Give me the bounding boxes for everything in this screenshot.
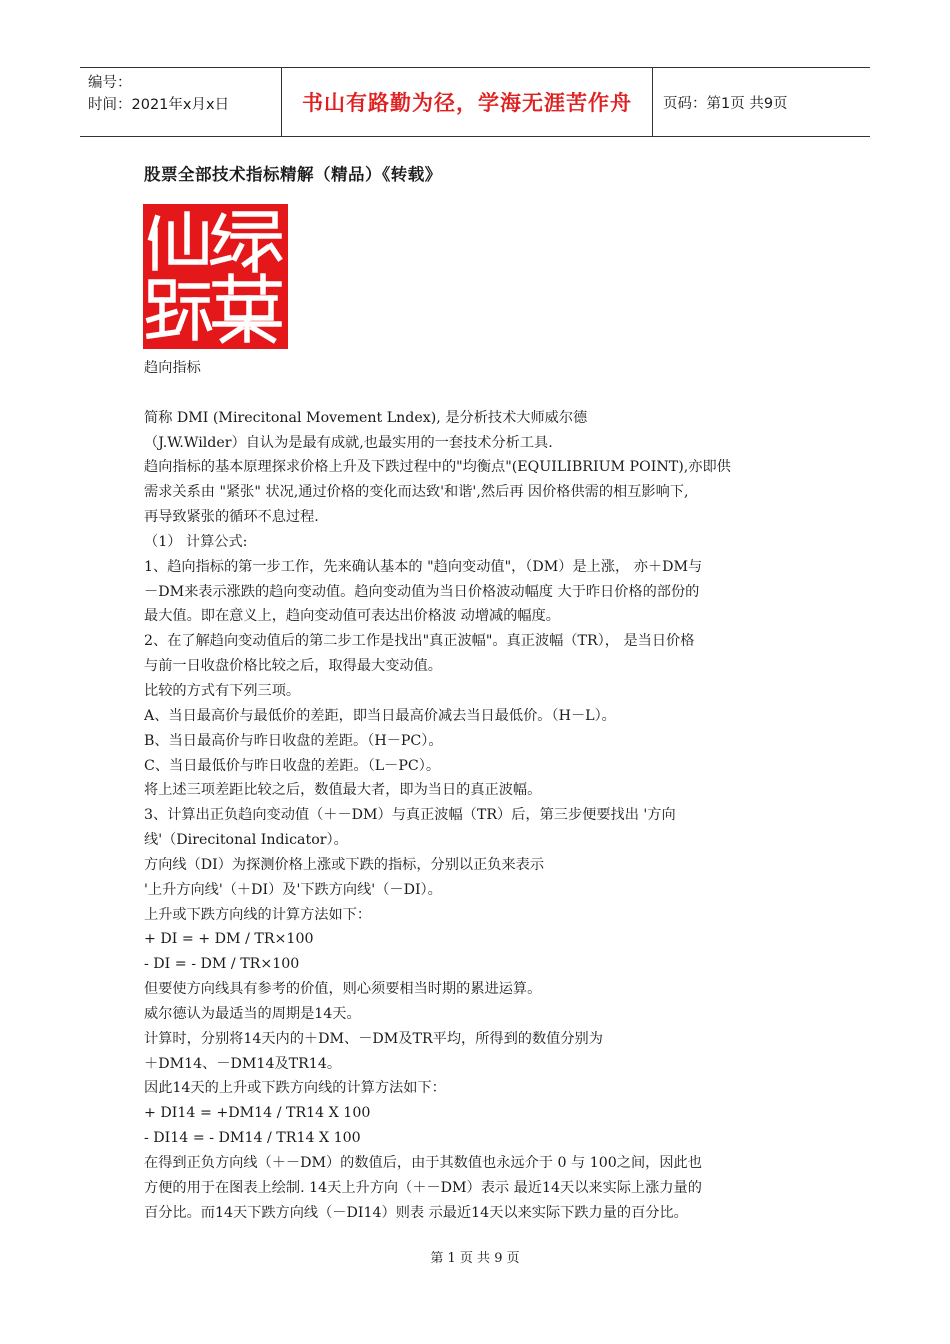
body-line: （1） 计算公式:: [144, 533, 248, 550]
formula-line: + DI14 = +DM14 / TR14 X 100: [144, 1105, 371, 1122]
body-line: ＋DM14、－DM14及TR14。: [144, 1055, 342, 1072]
body-line: 将上述三项差距比较之后，数值最大者，即为当日的真正波幅。: [144, 782, 542, 799]
body-line: C、当日最低价与昨日收盘的差距。（L－PC）。: [144, 757, 441, 774]
body-line: 因此14天的上升或下跌方向线的计算方法如下：: [144, 1080, 446, 1097]
body-line: '上升方向线'（＋DI）及'下跌方向线'（－DI）。: [144, 881, 442, 898]
body-line: 上升或下跌方向线的计算方法如下：: [144, 906, 372, 923]
body-line: 与前一日收盘价格比较之后，取得最大变动值。: [144, 658, 442, 675]
page-header: [80, 67, 870, 137]
body-line: 2、在了解趋向变动值后的第二步工作是找出"真正波幅"。真正波幅（TR）， 是当日价格: [144, 633, 695, 650]
body-line: 再导致紧张的循环不息过程.: [144, 509, 319, 526]
formula-line: - DI = - DM / TR×100: [144, 956, 300, 973]
formula-line: - DI14 = - DM14 / TR14 X 100: [144, 1130, 361, 1147]
body-line: （J.W.Wilder）自认为是最有成就,也最实用的一套技术分析工具.: [144, 434, 553, 451]
body-line: 趋向指标的基本原理探求价格上升及下跌过程中的"均衡点"(EQUILIBRIUM POINT),亦即供: [144, 459, 731, 476]
body-line: 方向线（DI）为探测价格上涨或下跌的指标，分别以正负来表示: [144, 856, 545, 873]
formula-line: + DI = + DM / TR×100: [144, 931, 314, 948]
body-line: 方便的用于在图表上绘制. 14天上升方向（＋－DM）表示 最近14天以来实际上涨力量的: [144, 1179, 702, 1196]
body-line: －DM来表示涨跌的趋向变动值。趋向变动值为当日价格波动幅度 大于昨日价格的部份的: [144, 583, 700, 600]
body-line: 线'（Direcitonal Indicator）。: [144, 832, 348, 849]
body-line: [144, 381, 824, 406]
page-footer: 第 1 页 共 9 页: [430, 1251, 520, 1266]
serial-number-label: 编号：: [88, 75, 132, 91]
body-line: 3、计算出正负趋向变动值（＋－DM）与真正波幅（TR）后，第三步便要找出 '方向: [144, 807, 676, 824]
body-line: B、当日最高价与昨日收盘的差距。（H－PC）。: [144, 732, 443, 749]
body-line: A、当日最高价与最低价的差距，即当日最高价减去当日最低价。（H－L）。: [144, 707, 616, 724]
body-line: 简称 DMI (Mirecitonal Movement Lndex), 是分析技术大师威尔德: [144, 409, 588, 426]
document-title: 股票全部技术指标精解（精品）《转载》: [144, 165, 442, 184]
date-label: 时间：2021年x月x日: [88, 97, 230, 113]
body-line: 需求关系由 "紧张" 状况,通过价格的变化而达致'和谐',然后再 因价格供需的相互影响下,: [144, 484, 689, 501]
body-line: 1、趋向指标的第一步工作，先来确认基本的 "趋向变动值"，（DM）是上涨， 亦＋DM与: [144, 558, 703, 575]
body-line: 计算时，分别将14天内的＋DM、－DM及TR平均，所得到的数值分别为: [144, 1030, 603, 1047]
body-line: 但要使方向线具有参考的价值，则心须要相当时期的累进运算。: [144, 981, 542, 998]
header-meta: [80, 68, 282, 136]
body-line: 威尔德认为最适当的周期是14天。: [144, 1005, 361, 1022]
header-page-number: 页码：第1页 共9页: [663, 95, 788, 112]
body-line: 最大值。即在意义上，趋向变动值可表达出价格波 动增减的幅度。: [144, 608, 560, 625]
body-line: 比较的方式有下列三项。: [144, 682, 301, 699]
body-line: 百分比。而14天下跌方向线（－DI14）则表 示最近14天以来实际下跌力量的百分比。: [144, 1204, 688, 1221]
document-body: [144, 356, 824, 1226]
header-motto: 书山有路勤为径，学海无涯苦作舟: [282, 68, 653, 136]
body-line: 在得到正负方向线（＋－DM）的数值后，由于其数值也永远介于 0 与 100之间，因此也: [144, 1155, 702, 1171]
section-heading: 趋向指标: [144, 360, 201, 376]
seal-stamp-image: [143, 204, 288, 349]
